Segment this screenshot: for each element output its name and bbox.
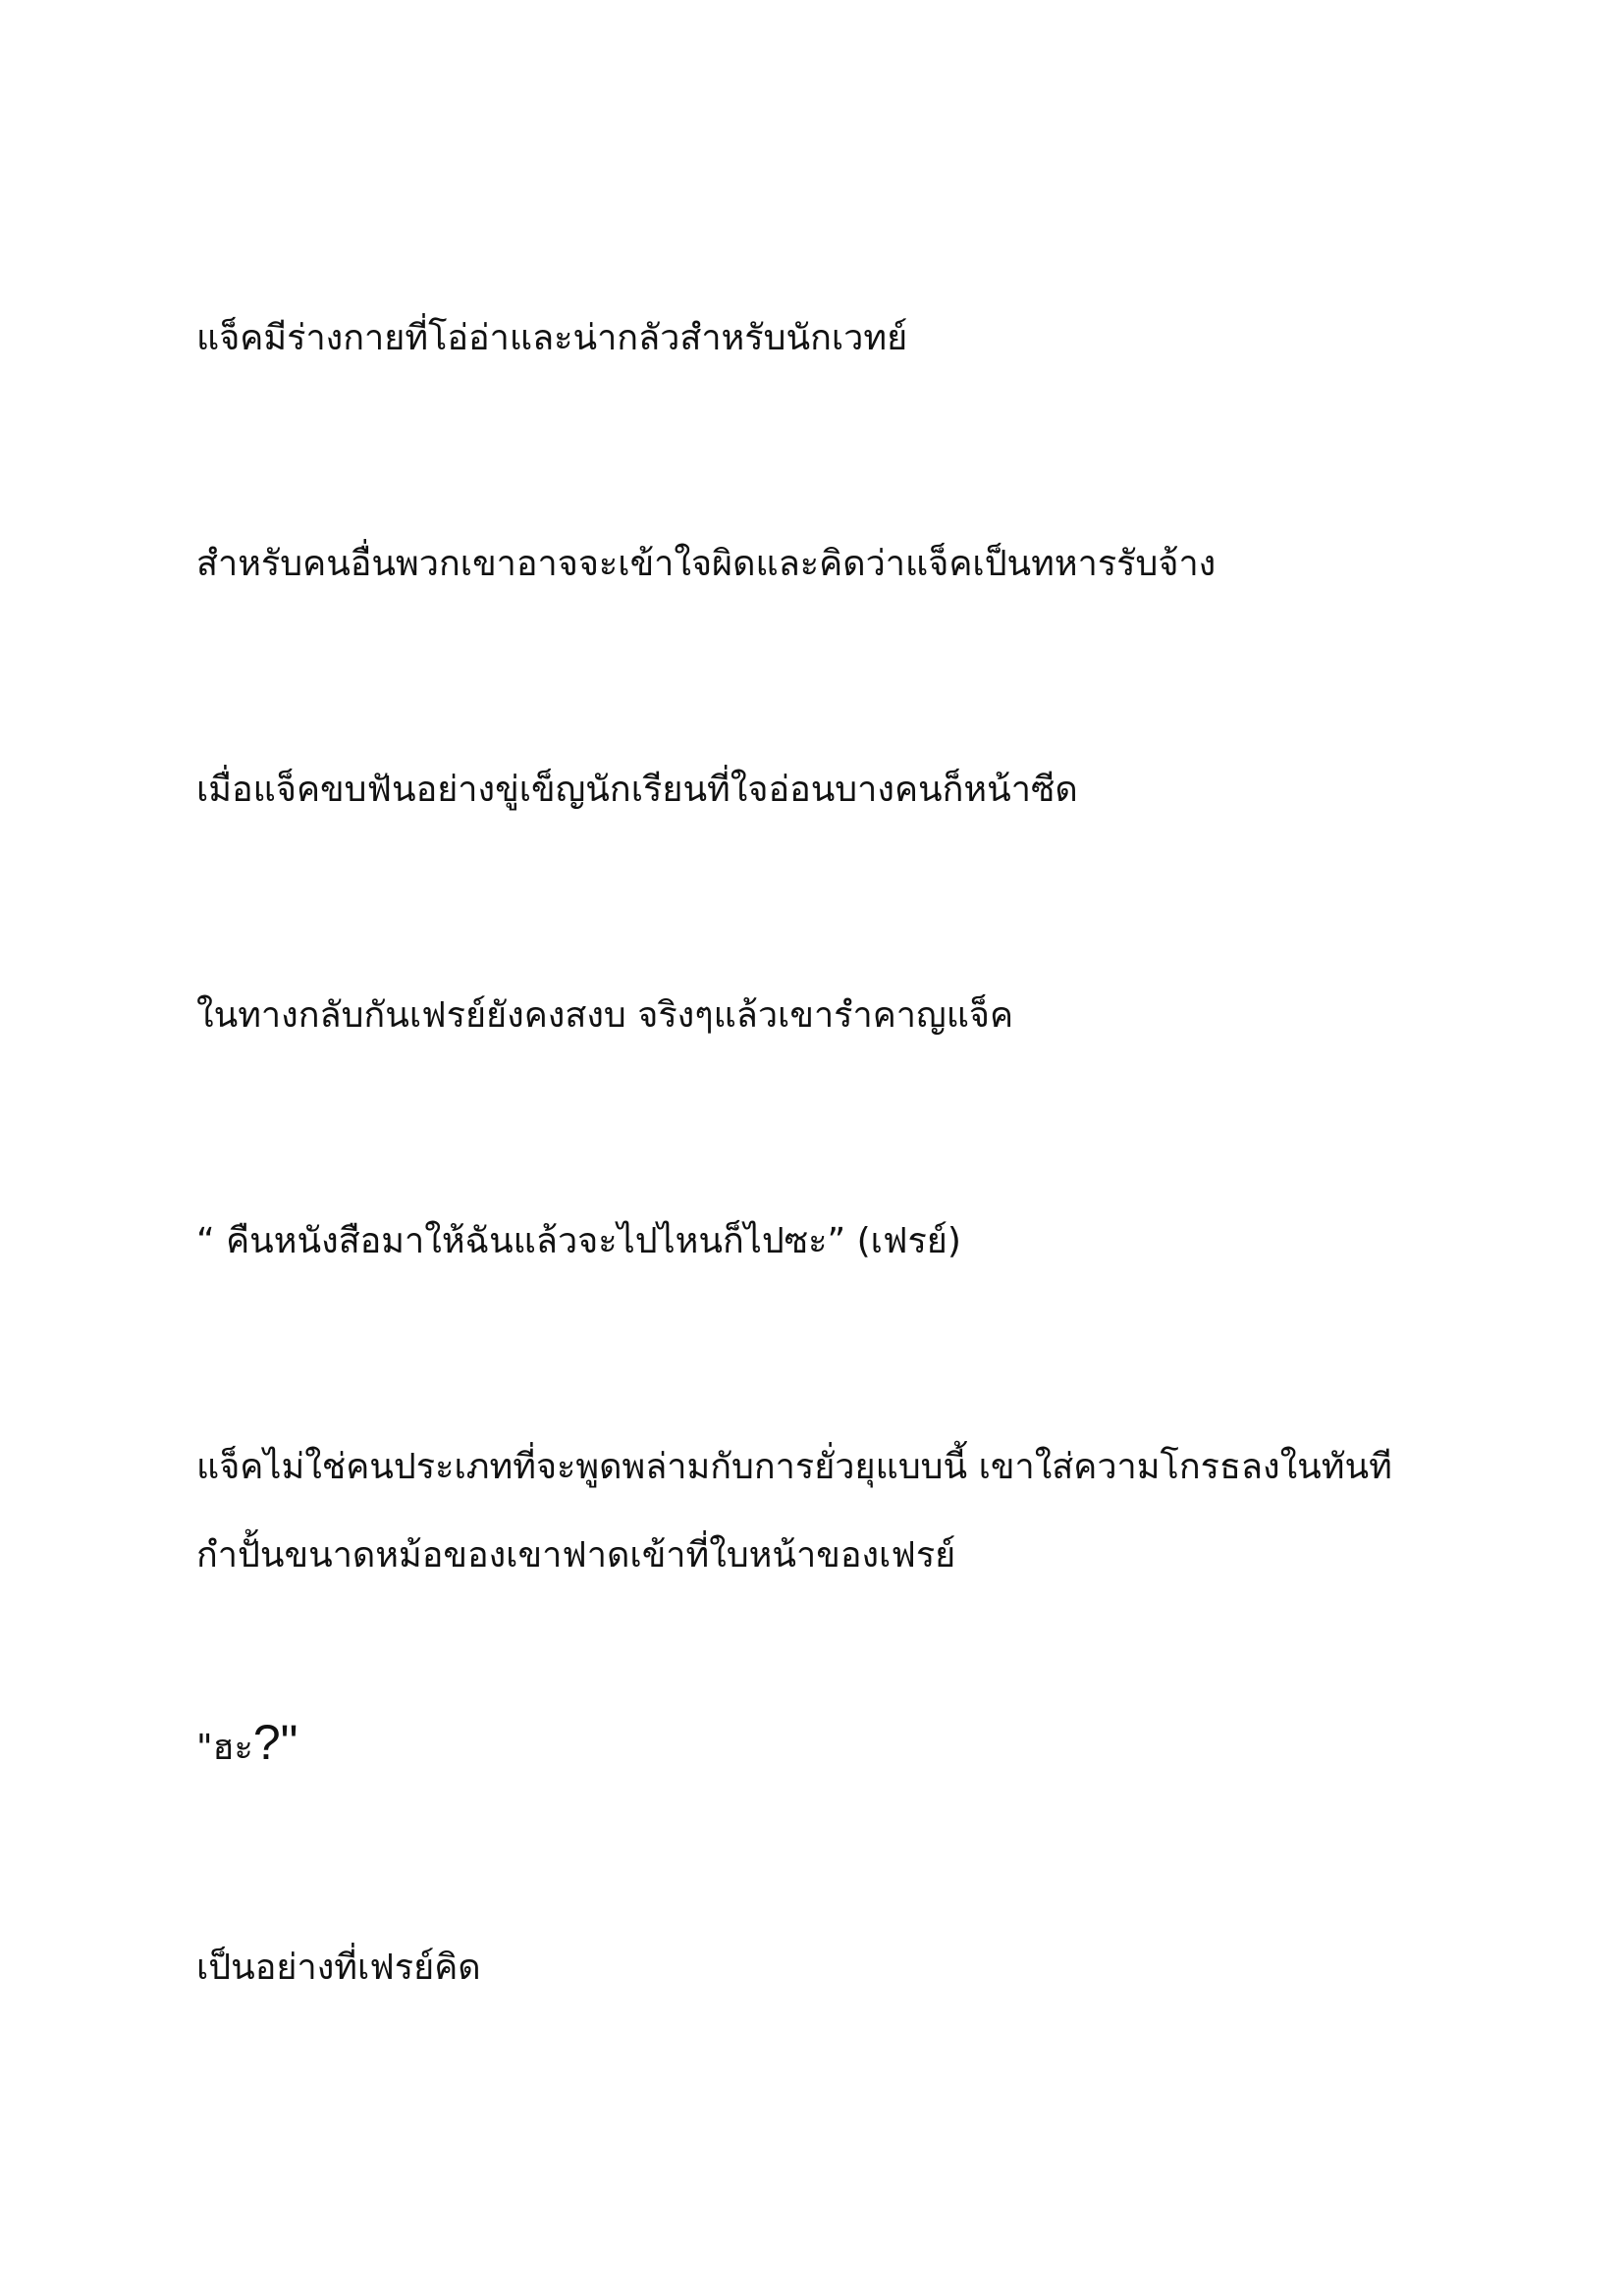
text-line: เมื่อแจ็คขบฟันอย่างขู่เข็ญนักเรียนที่ใจอ่อนบางคนก็หน้าซีด (196, 770, 1078, 810)
paragraph-3 (196, 746, 1473, 834)
exclamation-text: "ฮะ (196, 1728, 253, 1768)
paragraph-2 (196, 520, 1473, 609)
paragraph-8 (196, 1924, 1473, 2012)
paragraph-5-dialogue (196, 1198, 1473, 1286)
text-line: สำหรับคนอื่นพวกเขาอาจจะเข้าใจผิดและคิดว่าแจ็คเป็นทหารรับจ้าง (196, 544, 1217, 584)
text-line: แจ็คไม่ใช่คนประเภทที่จะพูดพล่ามกับการยั่วยุแบบนี้ เขาใส่ความโกรธลงในทันที (196, 1447, 1392, 1487)
paragraph-6 (196, 1423, 1473, 1600)
text-line: ในทางกลับกันเฟรย์ยังคงสงบ จริงๆแล้วเขารำคาญแจ็ค (196, 995, 1014, 1036)
text-line: เป็นอย่างที่เฟรย์คิด (196, 1948, 481, 1988)
paragraph-1 (196, 294, 1473, 383)
paragraph-4 (196, 972, 1473, 1060)
text-line: “ คืนหนังสือมาให้ฉันแล้วจะไปไหนก็ไปซะ” (เฟรย์) (196, 1221, 961, 1261)
text-line: แจ็คมีร่างกายที่โอ่อ่าและน่ากลัวสำหรับนักเวทย์ (196, 318, 908, 358)
paragraph-7-exclamation (196, 1698, 1473, 1792)
exclamation-mark: ?" (252, 1715, 298, 1770)
text-line: กำปั้นขนาดหม้อของเขาฟาดเข้าที่ใบหน้าของเฟรย์ (196, 1535, 956, 1575)
